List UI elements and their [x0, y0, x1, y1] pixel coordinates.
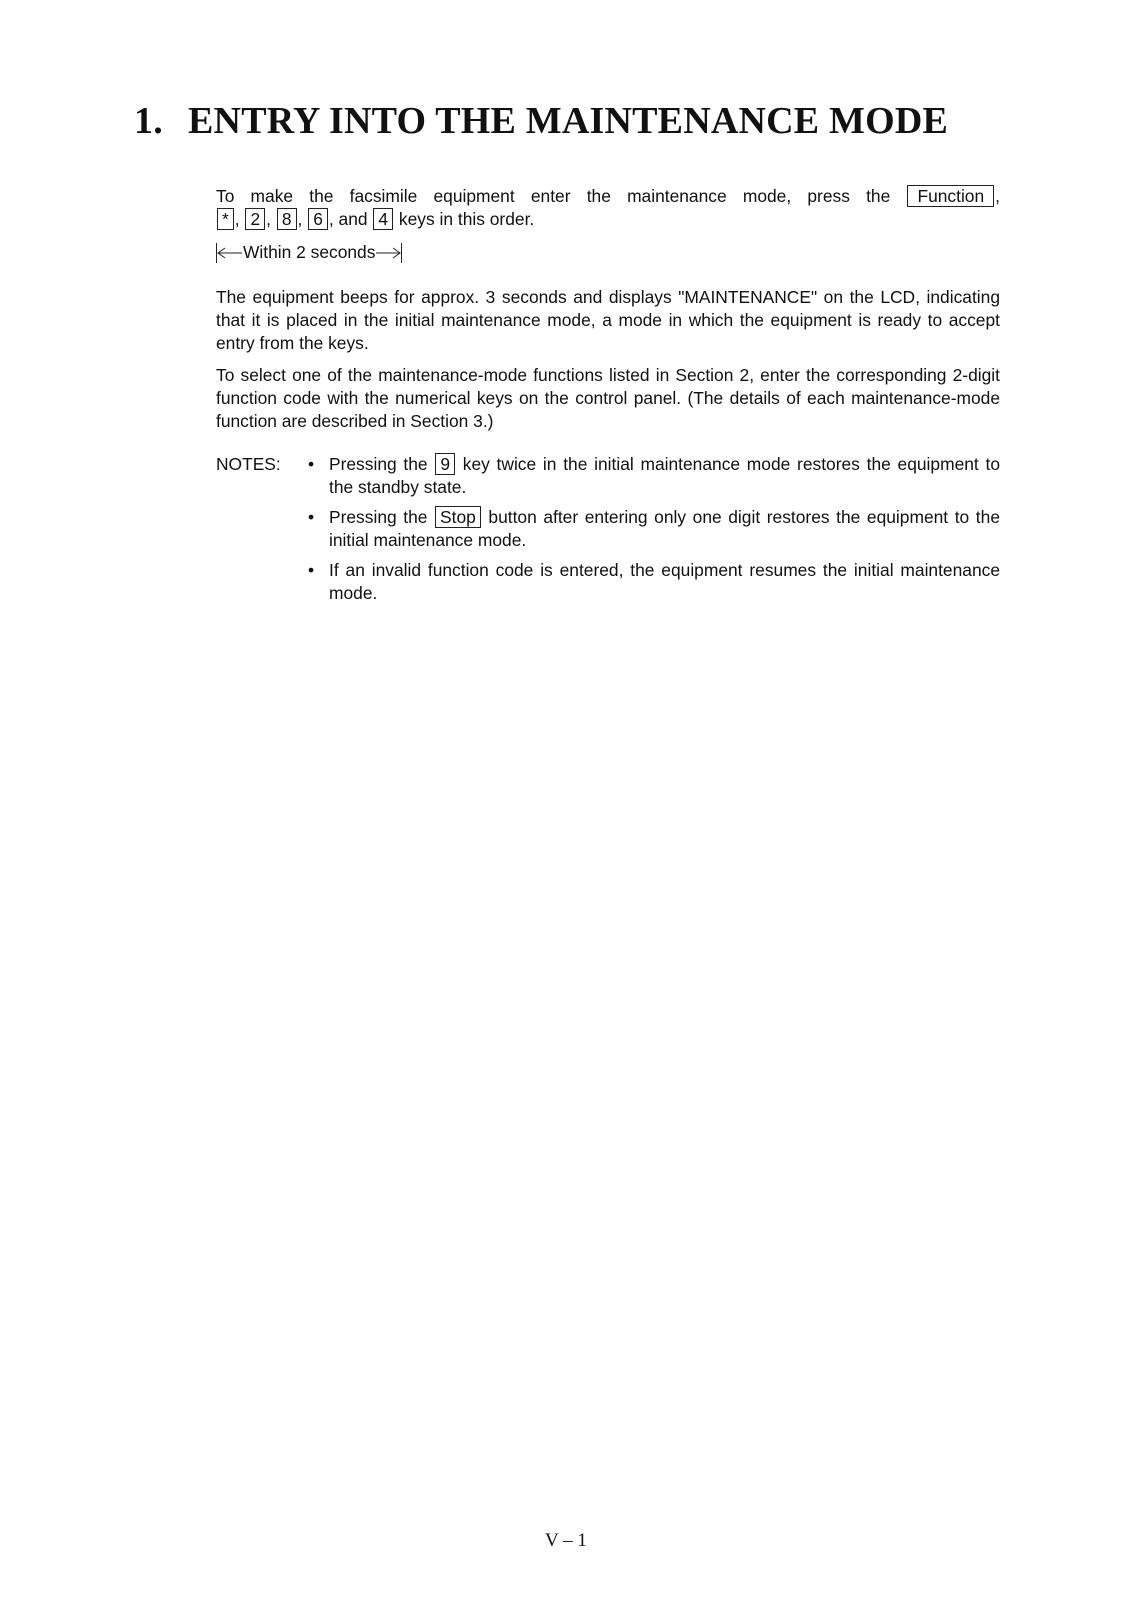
- comma: ,: [297, 209, 303, 229]
- comma: ,: [266, 209, 271, 229]
- bullet-icon: •: [308, 454, 315, 474]
- page-number: V – 1: [545, 1530, 587, 1551]
- note-text-before: Pressing the: [329, 507, 428, 527]
- right-bar: [401, 243, 402, 263]
- select-function-paragraph: To select one of the maintenance-mode functions listed in Section 2, enter the corresponding 2-digit function code with the numerical keys on the control panel. (The details of each maintenance-mode function are described in Section 3.): [216, 365, 1000, 431]
- star-key: *: [217, 208, 234, 230]
- right-arrow-icon: [375, 247, 401, 259]
- section-title: ENTRY INTO THE MAINTENANCE MODE: [188, 100, 949, 142]
- function-key: Function: [907, 185, 994, 207]
- key-8: 8: [277, 208, 297, 230]
- note-text-before: Pressing the: [329, 454, 428, 474]
- section-heading: [134, 96, 1034, 146]
- note-item: [308, 559, 1000, 605]
- intro-text-after: keys in this order.: [398, 209, 535, 229]
- and-separator: , and: [328, 209, 368, 229]
- comma: ,: [995, 186, 1000, 206]
- note-text-after: key twice in the initial maintenance mode restores the equipment to the standby state.: [329, 454, 1000, 497]
- note-text-after: button after entering only one digit restores the equipment to the initial maintenance mode.: [329, 507, 1000, 550]
- key-9: 9: [435, 453, 455, 475]
- intro-paragraph: [216, 185, 1000, 231]
- notes-label: NOTES:: [216, 454, 281, 474]
- comma: ,: [234, 209, 240, 229]
- key-4: 4: [373, 208, 393, 230]
- note-text: If an invalid function code is entered, the equipment resumes the initial maintenance mode.: [329, 560, 1000, 603]
- within-label: Within 2 seconds: [243, 242, 376, 262]
- timing-indicator: [216, 241, 402, 263]
- key-6: 6: [308, 208, 328, 230]
- note-item: [308, 506, 1000, 552]
- note-text: [329, 453, 1000, 499]
- beep-paragraph: The equipment beeps for approx. 3 seconds and displays "MAINTENANCE" on the LCD, indicating that it is placed in the initial maintenance mode, a mode in which the equipment is ready to accept entry from the keys.: [216, 287, 1000, 353]
- stop-key: Stop: [435, 506, 481, 528]
- note-item: [308, 453, 1000, 499]
- intro-text-before: To make the facsimile equipment enter the maintenance mode, press the: [216, 186, 891, 206]
- intro-line-1: [216, 185, 1000, 208]
- key-2: 2: [245, 208, 265, 230]
- bullet-icon: •: [308, 560, 315, 580]
- section-number: 1.: [134, 100, 163, 142]
- bullet-icon: •: [308, 507, 315, 527]
- note-text: [329, 506, 1000, 552]
- intro-line-2: [216, 208, 1000, 231]
- left-arrow-icon: [217, 247, 243, 259]
